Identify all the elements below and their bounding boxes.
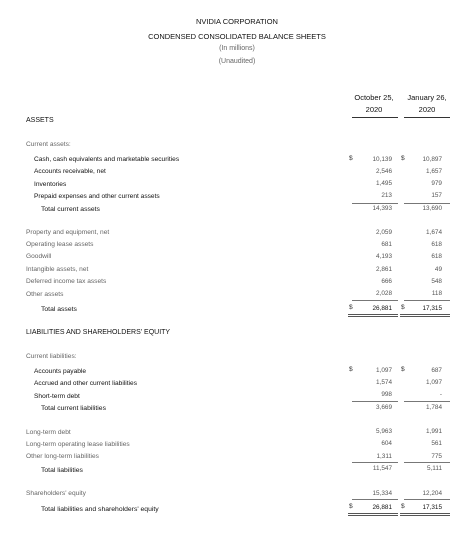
row-label: Other assets [26, 291, 64, 298]
subtotal-rule [404, 499, 450, 500]
total-double-rule [348, 513, 398, 516]
row-label: Prepaid expenses and other current assets [34, 193, 160, 200]
currency-symbol: $ [401, 366, 405, 373]
column-header-line: 2020 [365, 105, 383, 114]
value-oct-2020: 1,574 [376, 379, 392, 386]
currency-symbol: $ [349, 503, 353, 510]
value-oct-2020: 2,546 [376, 168, 392, 175]
value-jan-2020: 1,097 [426, 379, 442, 386]
row-label: Accounts receivable, net [34, 168, 106, 175]
subtotal-rule [352, 462, 398, 463]
row-label: Goodwill [26, 253, 52, 260]
value-jan-2020: 548 [431, 278, 442, 285]
subtotal-rule [404, 401, 450, 402]
value-oct-2020: 2,059 [376, 229, 392, 236]
value-jan-2020: 618 [431, 241, 442, 248]
row-label: Intangible assets, net [26, 266, 89, 273]
liabilities-heading: LIABILITIES AND SHAREHOLDERS' EQUITY [26, 329, 171, 336]
value-oct-2020: 11,547 [372, 465, 392, 472]
value-jan-2020: 157 [431, 192, 442, 199]
column-header-jan-2020 [401, 92, 453, 116]
subtotal-rule [404, 300, 450, 301]
value-jan-2020: 1,657 [426, 168, 442, 175]
column-header-line: 2020 [418, 105, 436, 114]
currency-symbol: $ [401, 304, 405, 311]
value-oct-2020: 1,097 [376, 367, 392, 374]
value-jan-2020: 17,315 [422, 305, 442, 312]
currency-symbol: $ [349, 366, 353, 373]
column-underline [352, 117, 398, 118]
row-label-total: Total liabilities [41, 467, 83, 474]
value-jan-2020: - [439, 391, 442, 398]
subtotal-rule [352, 300, 398, 301]
value-jan-2020: 12,204 [422, 490, 442, 497]
row-label: Property and equipment, net [26, 229, 110, 236]
value-jan-2020: 979 [431, 180, 442, 187]
row-label: Shareholders' equity [26, 490, 86, 497]
row-label: Accrued and other current liabilities [34, 380, 137, 387]
subtotal-rule [352, 401, 398, 402]
statement-title: CONDENSED CONSOLIDATED BALANCE SHEETS [148, 32, 326, 41]
row-label: Deferred income tax assets [26, 278, 107, 285]
subtotal-rule [352, 203, 398, 204]
row-label: Cash, cash equivalents and marketable securities [34, 156, 180, 163]
currency-symbol: $ [401, 155, 405, 162]
currency-symbol: $ [401, 503, 405, 510]
row-label: Long-term operating lease liabilities [26, 441, 130, 448]
value-jan-2020: 561 [431, 440, 442, 447]
value-oct-2020: 1,311 [376, 453, 392, 460]
total-double-rule [400, 513, 450, 516]
value-oct-2020: 15,334 [372, 490, 392, 497]
value-oct-2020: 2,028 [376, 290, 392, 297]
row-label: Operating lease assets [26, 241, 94, 248]
value-jan-2020: 17,315 [422, 504, 442, 511]
column-underline [404, 117, 450, 118]
value-jan-2020: 10,897 [422, 156, 442, 163]
subtotal-rule [352, 499, 398, 500]
units-note: (In millions) [219, 45, 255, 52]
value-jan-2020: 5,111 [426, 465, 442, 472]
value-oct-2020: 26,881 [372, 305, 392, 312]
value-jan-2020: 775 [431, 453, 442, 460]
value-jan-2020: 1,991 [426, 428, 442, 435]
row-label: Accounts payable [34, 368, 87, 375]
subtotal-rule [404, 203, 450, 204]
value-oct-2020: 10,139 [372, 156, 392, 163]
currency-symbol: $ [349, 155, 353, 162]
value-jan-2020: 13,690 [422, 205, 442, 212]
value-jan-2020: 1,784 [426, 404, 442, 411]
company-name: NVIDIA CORPORATION [196, 17, 278, 26]
value-oct-2020: 3,669 [376, 404, 392, 411]
current-assets-heading: Current assets: [26, 141, 71, 148]
value-oct-2020: 604 [381, 440, 392, 447]
column-header-line: January 26, [407, 93, 447, 102]
audit-note: (Unaudited) [218, 58, 256, 65]
row-label: Other long-term liabilities [26, 453, 99, 460]
row-label-total: Total current assets [41, 206, 100, 213]
value-oct-2020: 14,393 [372, 205, 392, 212]
row-label-total: Total current liabilities [41, 405, 106, 412]
current-liabilities-heading: Current liabilities: [26, 353, 77, 360]
subtotal-rule [404, 462, 450, 463]
value-oct-2020: 4,193 [376, 253, 392, 260]
value-jan-2020: 687 [431, 367, 442, 374]
row-label-total: Total liabilities and shareholders' equity [41, 506, 159, 513]
value-oct-2020: 5,963 [376, 428, 392, 435]
total-double-rule [348, 314, 398, 317]
row-label: Long-term debt [26, 429, 71, 436]
value-oct-2020: 26,881 [372, 504, 392, 511]
value-oct-2020: 666 [381, 278, 392, 285]
row-label: Short-term debt [34, 393, 80, 400]
currency-symbol: $ [349, 304, 353, 311]
row-label: Inventories [34, 181, 67, 188]
value-oct-2020: 213 [381, 192, 392, 199]
value-jan-2020: 49 [434, 266, 442, 273]
column-header-line: October 25, [354, 93, 394, 102]
value-jan-2020: 118 [431, 290, 442, 297]
value-oct-2020: 998 [381, 391, 392, 398]
assets-heading: ASSETS [26, 117, 54, 124]
value-jan-2020: 1,674 [426, 229, 442, 236]
value-oct-2020: 681 [381, 241, 392, 248]
row-label-total: Total assets [41, 306, 77, 313]
value-oct-2020: 1,495 [376, 180, 392, 187]
value-oct-2020: 2,861 [376, 266, 392, 273]
total-double-rule [400, 314, 450, 317]
column-header-oct-2020 [348, 92, 400, 116]
value-jan-2020: 618 [431, 253, 442, 260]
